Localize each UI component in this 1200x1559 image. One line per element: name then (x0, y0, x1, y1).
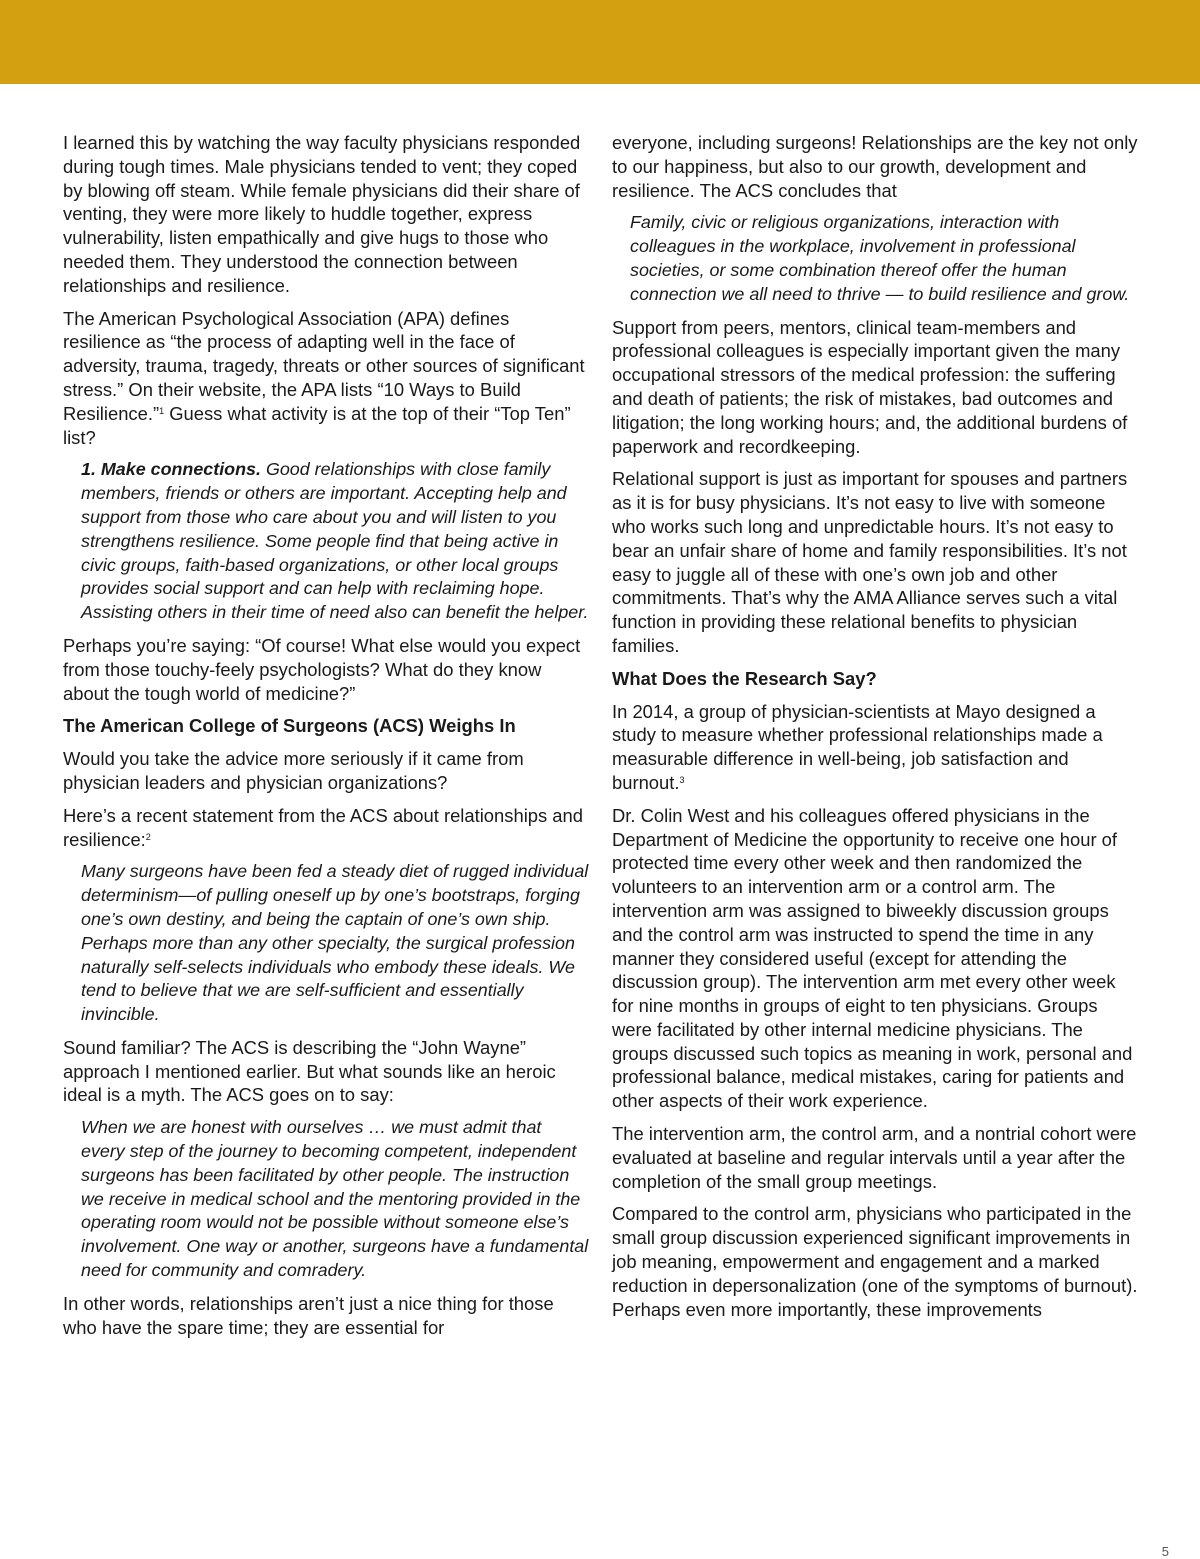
footnote-ref: 3 (679, 774, 685, 785)
paragraph: I learned this by watching the way faculty physicians responded during tough times. Male physicians tended to vent; they coped by blowing off steam. While female physicians did their share of venting, they were more likely to huddle together, express vulnerability, listen empathically and give hugs to those who needed them. They understood the connection between relationships and resilience. (63, 132, 581, 296)
paragraph-text: Guess what activity is at the top of their “Top Ten” list? (63, 402, 571, 448)
header-bar (0, 0, 1200, 84)
footnote-ref: 1 (159, 405, 165, 416)
paragraph: Relational support is just as important for spouses and partners as it is for busy physicians. It’s not easy to live with someone who works such long and unpredictable hours. It’s not easy to bear an unfair share of home and family responsibilities. It’s not easy to juggle all of these with one’s own job and other commitments. That’s why the AMA Alliance serves such a vital function in providing these relational benefits to physician families. (612, 468, 1128, 656)
paragraph-apa-definition (63, 307, 589, 450)
paragraph: Perhaps you’re saying: “Of course! What else would you expect from those touchy-feely psychologists? What do they know about the tough world of medicine?” (63, 634, 581, 704)
paragraph: Dr. Colin West and his colleagues offered physicians in the Department of Medicine the opportunity to receive one hour of protected time every other week and then randomized the volunteers to an intervention arm or a control arm. The intervention arm was assigned to biweekly discussion groups and the control arm was instructed to spend the time in any manner they considered useful (except for attending the discussion group). The intervention arm met every other week for nine months in groups of eight to ten physicians. Groups were facilitated by other internal medicine physicians. The groups discussed such topics as meaning in work, personal and professional balance, medical mistakes, caring for patients and other aspects of their work experience. (612, 804, 1133, 1112)
block-quote-acs-conclusion: Family, civic or religious organizations, interaction with colleagues in the workplace, involvement in professional societies, or some combination thereof offer the human connection we all need to thrive — to build resilience and grow. (630, 212, 1130, 304)
section-heading: What Does the Research Say? (612, 667, 877, 689)
paragraph: Compared to the control arm, physicians who participated in the small group discussion experienced significant improvements in job meaning, empowerment and engagement and a marked reduction in depersonalization (one of the symptoms of burnout). Perhaps even more importantly, these improvements (612, 1203, 1138, 1320)
quote-text: Good relationships with close family members, friends or others are important. Accepting help and support from those who care about you and will listen to you strengthens resilience. Some people find that being active in civic groups, faith-based organizations, or other local groups provides social support and can help with reclaiming hope. Assisting others in their time of need also can benefit the helper. (81, 459, 589, 623)
paragraph-text: Here’s a recent statement from the ACS about relationships and resilience: (63, 804, 583, 850)
paragraph-study (612, 700, 1140, 795)
right-column (612, 131, 1140, 1330)
paragraph-text: The American Psychological Association (APA) defines resilience as “the process of adapting well in the face of adversity, trauma, tragedy, threats or other sources of significant stress.” On their website, the APA lists “10 Ways to Build Resilience.” (63, 307, 585, 424)
paragraph: everyone, including surgeons! Relationships are the key not only to our happiness, but also to our growth, development and resilience. The ACS concludes that (612, 132, 1138, 201)
section-heading: The American College of Surgeons (ACS) Weighs In (63, 715, 516, 737)
paragraph: The intervention arm, the control arm, and a nontrial cohort were evaluated at baseline and regular intervals until a year after the completion of the small group meetings. (612, 1123, 1137, 1192)
paragraph: In other words, relationships aren’t just a nice thing for those who have the spare time; they are essential for (63, 1292, 554, 1338)
block-quote-acs-continued: When we are honest with ourselves … we must admit that every step of the journey to becoming competent, independent surgeons has been facilitated by other people. The instruction we receive in medical school and the mentoring provided in the operating room would not be possible without someone else’s involvement. One way or another, surgeons have a fundamental need for community and comradery. (81, 1117, 589, 1281)
block-quote-apa (81, 458, 589, 625)
paragraph: Support from peers, mentors, clinical team-members and professional colleagues is especially important given the many occupational stressors of the medical profession: the suffering and death of patients; the risk of mistakes, bad outcomes and litigation; the long working hours; and, the additional burdens of paperwork and recordkeeping. (612, 316, 1128, 457)
page-number: 5 (1161, 1544, 1169, 1559)
paragraph: Sound familiar? The ACS is describing the “John Wayne” approach I mentioned earlier. But what sounds like an heroic ideal is a myth. The ACS goes on to say: (63, 1036, 556, 1106)
quote-lead: 1. Make connections. (81, 459, 261, 480)
paragraph: Would you take the advice more seriously if it came from physician leaders and physician organizations? (63, 748, 524, 793)
paragraph-text: In 2014, a group of physician-scientists at Mayo designed a study to measure whether professional relationships made a measurable difference in well-being, job satisfaction and burnout. (612, 700, 1103, 793)
block-quote-acs: Many surgeons have been fed a steady diet of rugged individual determinism—of pulling oneself up by one’s bootstraps, forging one’s own destiny, and being the captain of one’s own ship. Perhaps more than any other specialty, the surgical profession naturally self-selects individuals who embody these ideals. We tend to believe that we are self-sufficient and essentially invincible. (81, 861, 589, 1025)
left-column (63, 131, 589, 1348)
footnote-ref: 2 (145, 831, 151, 842)
paragraph-acs-statement (63, 804, 589, 852)
